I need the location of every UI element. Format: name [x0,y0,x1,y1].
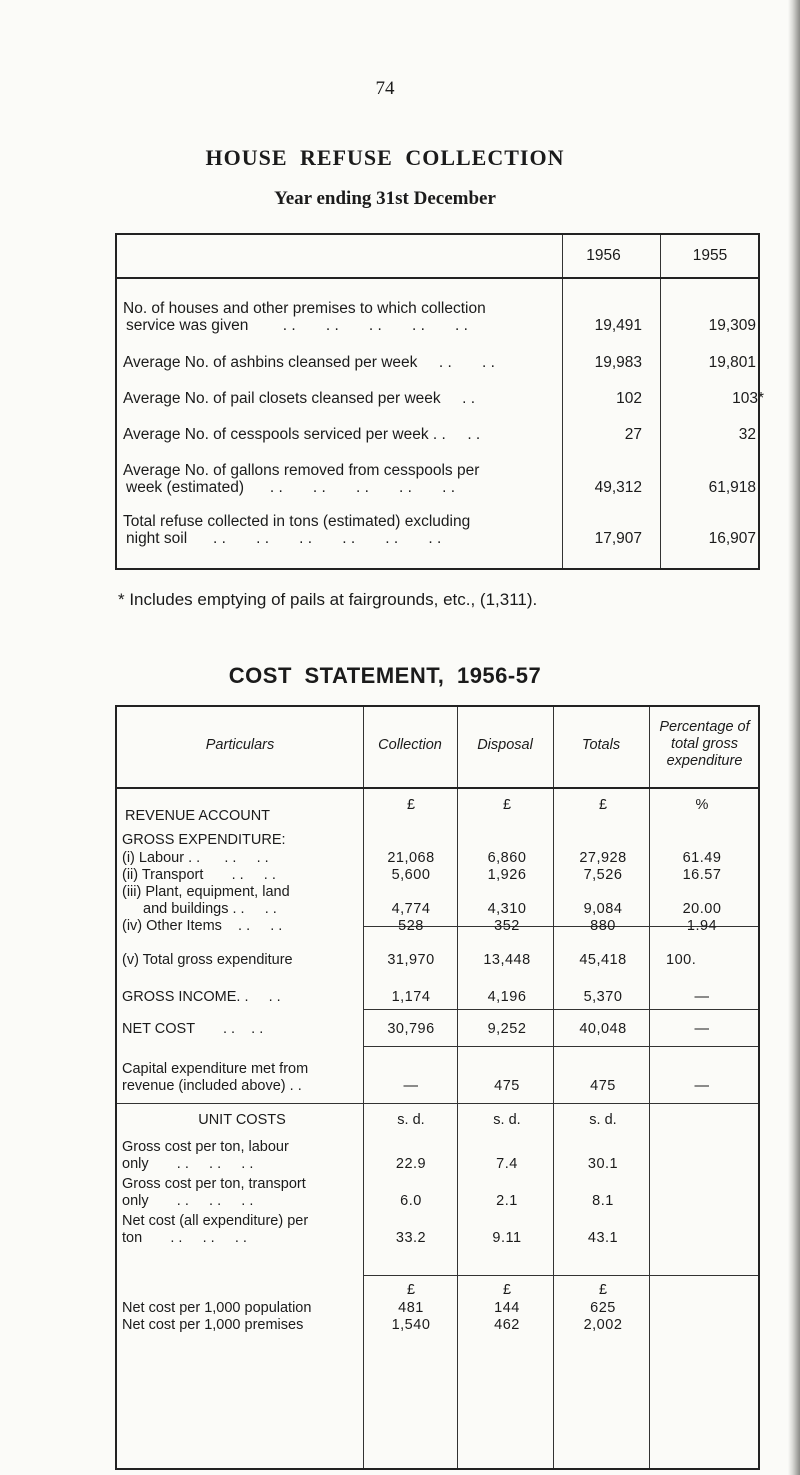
value-percentage: — [694,989,710,1005]
value-disposal: 2.1 [496,1193,518,1209]
page-title: HOUSE REFUSE COLLECTION [205,145,565,170]
header-particulars: Particulars [205,737,275,753]
header-collection: Collection [378,737,442,753]
value-totals: 625 [590,1300,616,1316]
row-label: No. of houses and other premises to which collection service was given . . . . . . . . . . [123,300,486,334]
value-totals: 40,048 [579,1021,627,1037]
value-collection: 22.9 [395,1156,427,1172]
unit-collection: s. d. [397,1112,425,1128]
value-1956: 19,491 [594,317,642,334]
net-cost-label: NET COST . . . . [122,1021,264,1037]
header-divider [117,787,758,789]
value-1956: 49,312 [594,479,642,496]
value-disposal: 9,252 [487,1021,527,1037]
value-collection: 1,540 [391,1317,431,1333]
value-totals: 2,002 [583,1317,623,1333]
value-1955: 103* [732,390,764,407]
value-disposal: 7.4 [496,1156,518,1172]
value-collection: 30,796 [387,1021,435,1037]
gross-expenditure-heading: GROSS EXPENDITURE: [122,832,286,848]
row-label: (iv) Other Items . . . . [122,918,283,934]
footnote: * Includes emptying of pails at fairgrounds, etc., (1,311). [118,590,538,609]
unit-totals: s. d. [589,1112,617,1128]
row-label: (ii) Transport . . . . [122,867,276,883]
unit-totals: £ [598,1282,608,1298]
value-totals: 5,370 [583,989,623,1005]
value-1955: 16,907 [708,530,756,547]
row-label: (iii) Plant, equipment, land and buildings . . . . [122,884,290,917]
header-divider [117,277,758,279]
value-disposal: 1,926 [487,867,527,883]
value-disposal: 352 [494,918,520,934]
value-collection: 1,174 [391,989,431,1005]
column-divider [660,235,661,568]
value-disposal: 462 [494,1317,520,1333]
value-percentage: 20.00 [682,901,722,917]
value-collection: 4,774 [391,901,431,917]
column-header-1956: 1956 [586,247,621,264]
row-label: Average No. of pail closets cleansed per week . . [123,390,476,407]
capital-expenditure-label: Capital expenditure met from revenue (included above) . . [122,1061,309,1094]
value-1955: 32 [738,426,756,443]
value-1956: 19,983 [594,354,642,371]
row-label: Gross cost per ton, labour only . . . . . . [122,1139,289,1172]
unit-disposal: £ [502,1282,512,1298]
value-percentage: 16.57 [682,867,722,883]
header-disposal: Disposal [477,737,533,753]
value-totals: 475 [590,1078,616,1094]
value-totals: 27,928 [579,850,627,866]
value-1955: 19,801 [708,354,756,371]
value-collection: 481 [398,1300,424,1316]
value-totals: 7,526 [583,867,623,883]
value-collection: 528 [398,918,424,934]
value-1956: 17,907 [594,530,642,547]
row-label: Average No. of ashbins cleansed per week . . . . [123,354,495,371]
row-divider [363,1275,758,1276]
row-label: Net cost per 1,000 population [122,1300,312,1316]
value-percentage: — [694,1021,710,1037]
row-label: Gross cost per ton, transport only . . . . . . [122,1176,306,1209]
row-label: Net cost per 1,000 premises [122,1317,304,1333]
row-divider [117,1103,758,1104]
unit-totals: £ [598,797,608,813]
value-collection: 31,970 [387,952,435,968]
value-disposal: 4,310 [487,901,527,917]
value-totals: 8.1 [592,1193,614,1209]
unit-costs-heading: UNIT COSTS [198,1112,286,1128]
column-divider [457,707,458,1468]
value-disposal: 4,196 [487,989,527,1005]
unit-disposal: £ [502,797,512,813]
unit-disposal: s. d. [493,1112,521,1128]
page-number: 74 [375,78,395,99]
value-totals: 45,418 [579,952,627,968]
value-totals: 880 [590,918,616,934]
value-collection: — [403,1078,419,1094]
cost-statement-table [115,705,760,1470]
cost-statement-title: COST STATEMENT, 1956-57 [228,663,542,688]
unit-collection: £ [406,797,416,813]
value-1955: 19,309 [708,317,756,334]
value-disposal: 13,448 [483,952,531,968]
value-disposal: 9.11 [492,1230,522,1246]
value-percentage: 100. [666,952,697,968]
value-totals: 30.1 [587,1156,619,1172]
value-collection: 21,068 [387,850,435,866]
page-edge-shadow [788,0,800,1475]
value-totals: 9,084 [583,901,623,917]
row-label: Net cost (all expenditure) per ton . . . . . . [122,1213,309,1246]
value-disposal: 475 [494,1078,520,1094]
value-disposal: 6,860 [487,850,527,866]
header-percentage: Percentage of total gross expenditure [659,719,750,769]
value-percentage: — [694,1078,710,1094]
value-collection: 5,600 [391,867,431,883]
value-1956: 27 [624,426,642,443]
value-percentage: 1.94 [686,918,718,934]
unit-collection: £ [406,1282,416,1298]
value-totals: 43.1 [587,1230,619,1246]
page-subtitle: Year ending 31st December [274,188,496,209]
value-collection: 33.2 [395,1230,427,1246]
row-label: Average No. of cesspools serviced per week . . . . [123,426,481,443]
refuse-collection-table [115,233,764,570]
unit-percentage: % [695,797,709,813]
value-disposal: 144 [494,1300,520,1316]
row-label: Average No. of gallons removed from cesspools per week (estimated) . . . . . . . . . . [123,462,480,496]
total-gross-label: (v) Total gross expenditure [122,952,293,968]
row-divider [363,1009,758,1010]
value-1955: 61,918 [708,479,756,496]
header-totals: Totals [581,737,621,753]
gross-income-label: GROSS INCOME. . . . [122,989,281,1005]
column-header-1955: 1955 [692,247,728,264]
row-divider [363,1046,758,1047]
row-label: (i) Labour . . . . . . [122,850,269,866]
value-1956: 102 [616,390,642,407]
value-collection: 6.0 [400,1193,422,1209]
value-percentage: 61.49 [682,850,722,866]
revenue-account-heading: REVENUE ACCOUNT [125,808,271,824]
row-label: Total refuse collected in tons (estimated) excluding night soil . . . . . . . . . . . . [123,513,471,547]
